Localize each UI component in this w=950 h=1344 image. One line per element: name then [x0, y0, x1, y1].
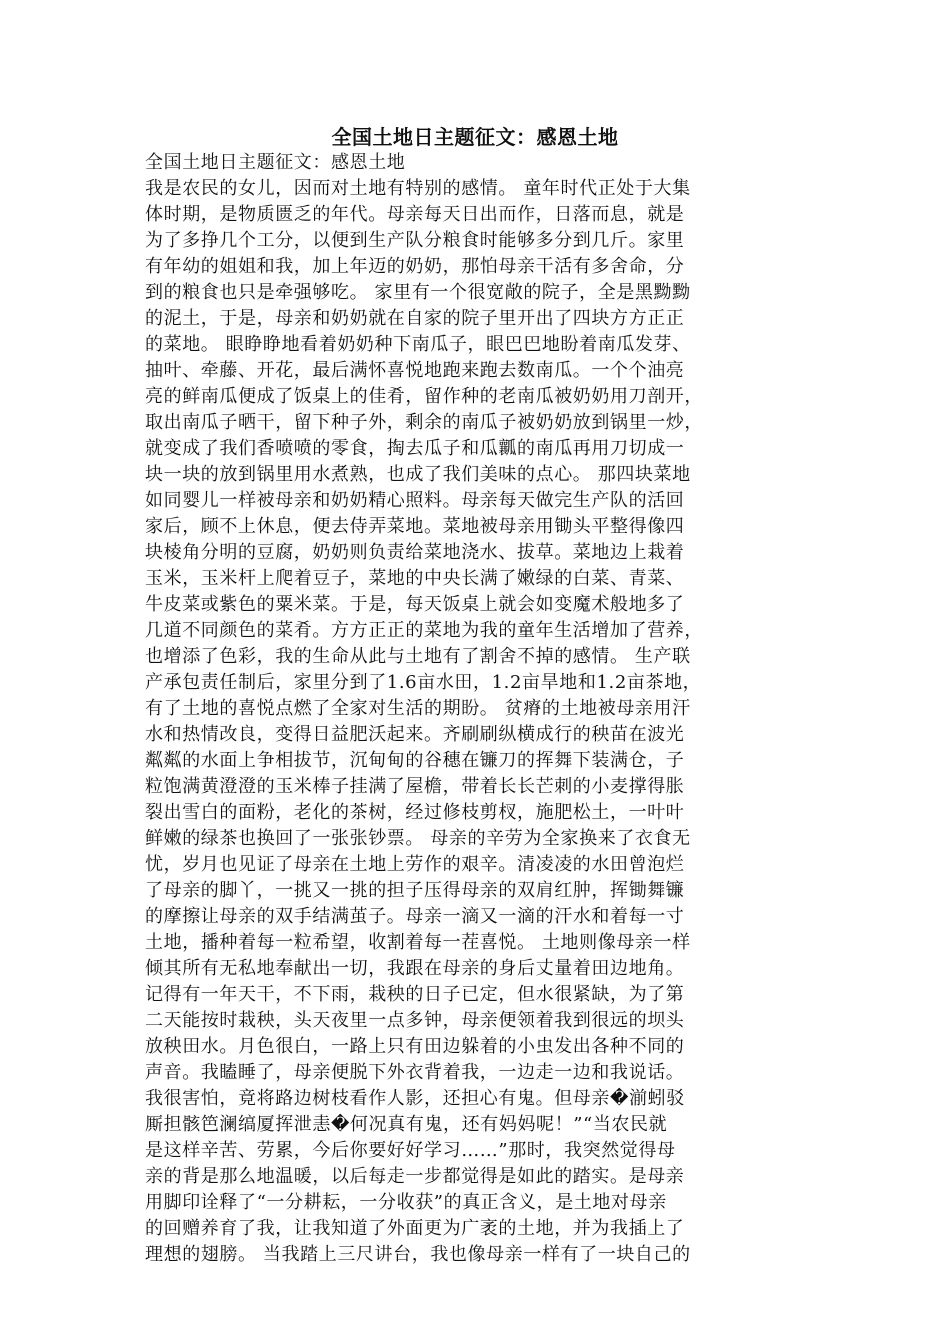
- paragraph-line: 的回赠养育了我，让我知道了外面更为广袤的土地，并为我插上了: [145, 1218, 685, 1239]
- paragraph-line: 几道不同颜色的菜肴。方方正正的菜地为我的童年生活增加了营养，: [145, 620, 703, 641]
- paragraph-line: 产承包责任制后，家里分到了1.6亩水田，1.2亩旱地和1.2亩茶地，: [145, 672, 702, 693]
- document-body: [145, 150, 825, 1268]
- paragraph-line: 的菜地。 眼睁睁地看着奶奶种下南瓜子，眼巴巴地盼着南瓜发芽、: [145, 334, 691, 355]
- paragraph-line: 如同婴儿一样被母亲和奶奶精心照料。母亲每天做完生产队的活回: [145, 490, 685, 511]
- paragraph-line: 声音。我瞌睡了，母亲便脱下外衣背着我，一边走一边和我说话。: [145, 1062, 685, 1083]
- paragraph-line: 我是农民的女儿，因而对土地有特别的感情。 童年时代正处于大集: [145, 178, 691, 199]
- paragraph-line: 我很害怕，竟将路边树枝看作人影，还担心有鬼。但母亲�湔蚓驳: [145, 1088, 685, 1109]
- paragraph-line: 块棱角分明的豆腐，奶奶则负责给菜地浇水、拔草。菜地边上栽着: [145, 542, 685, 563]
- paragraph-line: 玉米，玉米杆上爬着豆子，菜地的中央长满了嫩绿的白菜、青菜、: [145, 568, 685, 589]
- paragraph-line: 粼粼的水面上争相拔节，沉甸甸的谷穗在镰刀的挥舞下装满仓，子: [145, 750, 685, 771]
- paragraph-line: 理想的翅膀。 当我踏上三尺讲台，我也像母亲一样有了一块自己的: [145, 1244, 691, 1265]
- paragraph-line: 了母亲的脚丫，一挑又一挑的担子压得母亲的双肩红肿，挥锄舞镰: [145, 880, 685, 901]
- paragraph-line: 也增添了色彩，我的生命从此与土地有了割舍不掉的感情。 生产联: [145, 646, 691, 667]
- paragraph-line: 就变成了我们香喷喷的零食，掏去瓜子和瓜瓤的南瓜再用刀切成一: [145, 438, 685, 459]
- paragraph-line: 的泥土，于是，母亲和奶奶就在自家的院子里开出了四块方方正正: [145, 308, 685, 329]
- paragraph-line: 体时期，是物质匮乏的年代。母亲每天日出而作，日落而息，就是: [145, 204, 685, 225]
- paragraph-line: 粒饱满黄澄澄的玉米棒子挂满了屋檐，带着长长芒刺的小麦撑得胀: [145, 776, 685, 797]
- paragraph-line: 水和热情改良，变得日益肥沃起来。齐刷刷纵横成行的秧苗在波光: [145, 724, 685, 745]
- paragraph-line: 牛皮菜或紫色的粟米菜。于是，每天饭桌上就会如变魔术般地多了: [145, 594, 685, 615]
- paragraph-line: 为了多挣几个工分，以便到生产队分粮食时能够多分到几斤。家里: [145, 230, 685, 251]
- paragraph-line: 亲的背是那么地温暖，以后每走一步都觉得是如此的踏实。是母亲: [145, 1166, 685, 1187]
- paragraph-line: 是这样辛苦、劳累，今后你要好好学习……”那时，我突然觉得母: [145, 1140, 676, 1161]
- document-title: 全国土地日主题征文：感恩土地: [331, 125, 619, 149]
- paragraph-line: 用脚印诠释了“一分耕耘，一分收获”的真正含义，是土地对母亲: [145, 1192, 667, 1213]
- paragraph-line: 有年幼的姐姐和我，加上年迈的奶奶，那怕母亲干活有多舍命，分: [145, 256, 685, 277]
- paragraph-line: 倾其所有无私地奉献出一切，我跟在母亲的身后丈量着田边地角。: [145, 958, 685, 979]
- paragraph-line: 厮担骸笆澜缟厦挥泄恚�何况真有鬼，还有妈妈呢！”“当农民就: [145, 1114, 668, 1135]
- document-subtitle-line: 全国土地日主题征文：感恩土地: [145, 152, 406, 173]
- paragraph-line: 鲜嫩的绿茶也换回了一张张钞票。 母亲的辛劳为全家换来了衣食无: [145, 828, 691, 849]
- paragraph-line: 忧，岁月也见证了母亲在土地上劳作的艰辛。清凌凌的水田曾泡烂: [145, 854, 685, 875]
- paragraph-line: 土地，播种着每一粒希望，收割着每一茬喜悦。 土地则像母亲一样: [145, 932, 691, 953]
- paragraph-line: 的摩擦让母亲的双手结满茧子。母亲一滴又一滴的汗水和着每一寸: [145, 906, 685, 927]
- paragraph-line: 到的粮食也只是牵强够吃。 家里有一个很宽敞的院子，全是黑黝黝: [145, 282, 691, 303]
- paragraph-line: 亮的鲜南瓜便成了饭桌上的佳肴，留作种的老南瓜被奶奶用刀剖开，: [145, 386, 703, 407]
- paragraph-line: 块一块的放到锅里用水煮熟，也成了我们美味的点心。 那四块菜地: [145, 464, 691, 485]
- paragraph-line: 裂出雪白的面粉，老化的茶树，经过修枝剪杈，施肥松土，一叶叶: [145, 802, 685, 823]
- paragraph-line: 抽叶、牵藤、开花，最后满怀喜悦地跑来跑去数南瓜。一个个油亮: [145, 360, 685, 381]
- paragraph-line: 放秧田水。月色很白，一路上只有田边躲着的小虫发出各种不同的: [145, 1036, 685, 1057]
- paragraph-line: 有了土地的喜悦点燃了全家对生活的期盼。 贫瘠的土地被母亲用汗: [145, 698, 691, 719]
- paragraph-line: 记得有一年天干，不下雨，栽秧的日子已定，但水很紧缺，为了第: [145, 984, 685, 1005]
- paragraph-line: 取出南瓜子晒干，留下种子外，剩余的南瓜子被奶奶放到锅里一炒，: [145, 412, 703, 433]
- paragraph-line: 家后，顾不上休息，便去侍弄菜地。菜地被母亲用锄头平整得像四: [145, 516, 685, 537]
- paragraph-line: 二天能按时栽秧，头天夜里一点多钟，母亲便领着我到很远的坝头: [145, 1010, 685, 1031]
